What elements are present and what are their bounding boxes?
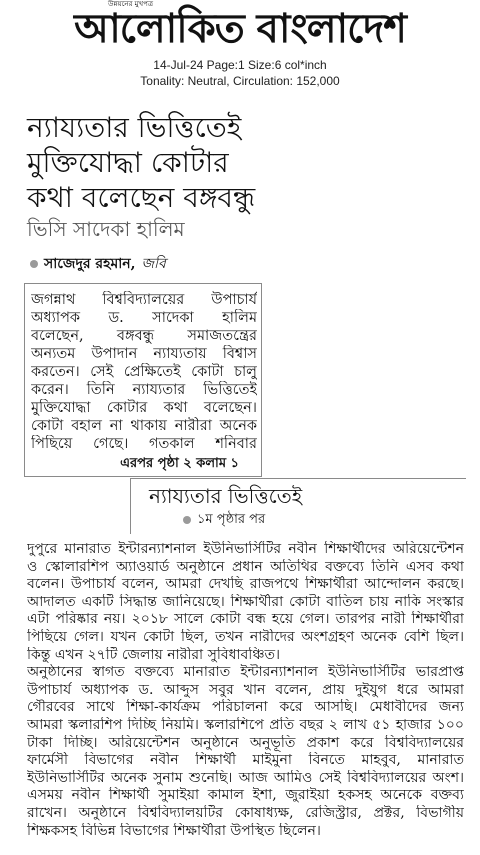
lead-paragraph [31,291,257,453]
headline-line: কথা বলেছেন বঙ্গবন্ধু [27,181,256,214]
continuation-paragraphs [27,541,464,840]
text-line: আমরা স্কলারশিপ দিচ্ছি নিয়মি। স্কলারশিপে প্রতি বছর ২ লাখ ৫১ হাজার ১০০ [27,716,464,733]
text-line: টাকা দিচ্ছি। অরিয়েন্টেশন অনুষ্ঠানে অনুভূতি প্রকাশ করে বিশ্ববিদ্যালয়ের [27,734,464,751]
byline-author: সাজেদুর রহমান, [44,256,136,272]
clip-date-page-size: 14-Jul-24 Page:1 Size:6 col*inch [153,58,327,72]
text-line: অধ্যাপক ড. সাদেকা হালিম [31,310,257,326]
text-line: আদালত একটি সিদ্ধান্ত জানিয়েছে। শিক্ষার্থীরা কোটা বাতিল চায় নাকি সংস্কার [27,593,464,610]
text-line: রাখেন। অনুষ্ঠানে বিশ্ববিদ্যালয়টির কোষাধ্যক্ষ, রেজিস্ট্রার, প্রক্টর, বিভাগীয় [27,804,464,821]
text-line: অন্যতম উপাদান ন্যায্যতায় বিশ্বাস [31,346,257,362]
article-headline [27,110,255,215]
text-line: অনুষ্ঠানের স্বাগত বক্তব্যে মানারাত ইন্টারন্যাশনাল ইউনিভার্সিটির ভারপ্রাপ্ত [27,664,464,681]
headline-line: ন্যায্যতার ভিত্তিতেই [27,111,242,144]
text-line: উপাচার্য অধ্যাপক ড. আব্দুস সবুর খান বলেন, প্রায় দুইযুগ ধরে আমরা [27,681,464,698]
text-line: গৌরবের সাথে শিক্ষা-কার্যক্রম পরিচালনা করে আসছি। মেধাবীদের জন্য [27,699,464,716]
text-line: ইউনিভার্সিটির অনেক সুনাম শুনেছি। আজ আমিও সেই বিশ্ববিদ্যালয়ের অংশ। [27,769,464,786]
text-line: ও স্কোলারশিপ অ্যাওয়ার্ড অনুষ্ঠানে প্রধান অতিথির বক্তব্যে তিনি এসব কথা [27,558,464,575]
continued-from-note [183,511,265,529]
text-line: বলেন। উপাচার্য বলেন, আমরা দেখছি রাজপথে শিক্ষার্থীরা আন্দোলন করছে। [27,576,464,593]
article-subheadline: ভিসি সাদেকা হালিম [27,217,185,241]
text-line: শিক্ষকসহ বিভিন্ন বিভাগের শিক্ষার্থীরা উপস্থিত ছিলেন। [27,822,321,839]
newspaper-logo: আলোকিত বাংলাদেশ [74,6,406,52]
masthead-tagline: উন্নয়নের মুখপত্র [108,0,154,8]
text-line: মুক্তিযোদ্ধা কোটার কথা বলেছেন। [31,400,257,416]
bullet-icon [183,516,191,524]
text-line: করতেন। সেই প্রেক্ষিতেই কোটা চালু [31,364,257,380]
continued-on-note: এরপর পৃষ্ঠা ২ কলাম ১ [120,456,239,471]
text-line: এসময় নবীন শিক্ষার্থী সুমাইয়া কামাল ইশা, জুরাইয়া হকসহ অনেকে বক্তব্য [27,787,464,804]
text-line: কোটা বহাল না থাকায় নারীরা অনেক [31,418,257,434]
text-line: করেন। তিনি ন্যায্যতার ভিত্তিতেই [31,382,257,398]
text-line: দুপুরে মানারাত ইন্টারন্যাশনাল ইউনিভার্সিটির নবীন শিক্ষার্থীদের অরিয়েন্টেশন [27,541,464,557]
bullet-icon [30,260,38,268]
text-line: এটা পরিষ্কার নয়। ২০১৮ সালে কোটা বন্ধ হয়ে গেল। তারপর নারী শিক্ষার্থীরা [27,611,464,628]
text-line: কিন্তু এখন ২৭টি জেলায় নারীরা সুবিধাবঞ্চিত। [27,646,281,663]
text-line: পিছিয়ে গেল। যখন কোটা ছিল, তখন নারীদের অংশগ্রহণ অনেক বেশি ছিল। [27,628,464,645]
continuation-header [130,478,466,534]
text-line: ফার্মেসী বিভাগের নবীন শিক্ষার্থী মাইমুনা বিনতে মাহবুব, মানারাত [27,752,464,769]
headline-line: মুক্তিযোদ্ধা কোটার [27,146,229,179]
lead-text-box [24,283,262,477]
text-line: পিছিয়ে গেছে। গতকাল শনিবার [31,436,257,452]
text-line: জগন্নাথ বিশ্ববিদ্যালয়ের উপাচার্য [31,292,257,308]
byline-affiliation: জবি [141,256,166,272]
continuation-headline: ন্যায্যতার ভিত্তিতেই [149,484,303,508]
byline [30,254,166,274]
clip-tonality-circulation: Tonality: Neutral, Circulation: 152,000 [140,74,340,88]
text-line: বলেছেন, বঙ্গবন্ধু সমাজতন্ত্রের [31,328,257,344]
continued-from-label: ১ম পৃষ্ঠার পর [197,512,266,527]
